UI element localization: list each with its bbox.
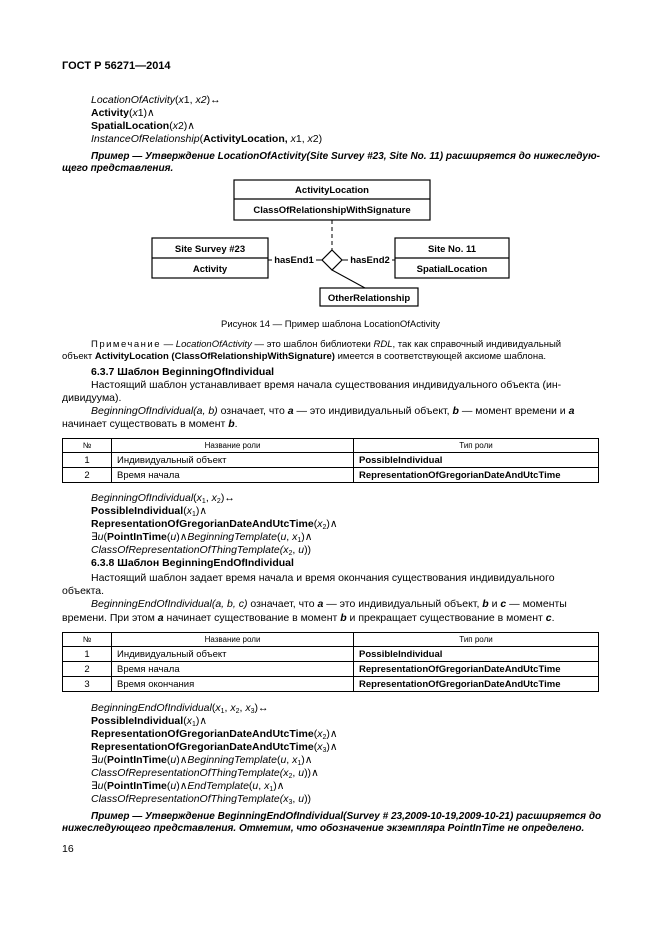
formula-line: InstanceOfRelationship(ActivityLocation, x1, x2) bbox=[91, 133, 323, 145]
table-row: 3 Время окончания RepresentationOfGregorianDateAndUtcTime bbox=[63, 677, 599, 692]
paragraph: BeginningOfIndividual(a, b) означает, что a — это индивидуальный объект, b — момент времени и a bbox=[91, 405, 575, 417]
label-site-survey: Site Survey #23 bbox=[174, 244, 246, 255]
formula-line: $ClassOfRepresentationOfThingTemplate(x_2$, u))∧ bbox=[91, 767, 319, 780]
paragraph: объекта. bbox=[62, 585, 105, 597]
formula-line: SpatialLocation(x2)∧ bbox=[91, 120, 195, 132]
paragraph: Настоящий шаблон задает время начала и время окончания существования индивидуального bbox=[91, 572, 555, 584]
note-text: объект ActivityLocation (ClassOfRelationshipWithSignature) имеется в соответствующей аксиоме шаблона. bbox=[62, 351, 546, 362]
formula-line: ∃u(PointInTime(u)∧BeginningTemplate(u, $x_1)\wedge$ bbox=[91, 531, 313, 544]
table-row: 1 Индивидуальный объект PossibleIndividual bbox=[63, 453, 599, 468]
formula-line: $BeginningEndOfIndividual(x_1$, $x_2$, $x_3)\leftrightarrow$ bbox=[91, 702, 269, 715]
section-heading: 6.3.7 Шаблон BeginningOfIndividual bbox=[91, 366, 275, 378]
table-row: 2 Время начала RepresentationOfGregorianDateAndUtcTime bbox=[63, 468, 599, 483]
formula-line: $RepresentationOfGregorianDateAndUtcTime(x_3)\wedge$ bbox=[91, 741, 338, 754]
formula-line: $RepresentationOfGregorianDateAndUtcTime(x_2)\wedge$ bbox=[91, 518, 338, 531]
instance-link bbox=[332, 270, 365, 288]
paragraph: Настоящий шаблон устанавливает время начала существования индивидуального объекта (ин- bbox=[91, 379, 562, 391]
example-text: Пример — Утверждение LocationOfActivity(Site Survey #23, Site No. 11) расширяется до нижеследую- bbox=[91, 151, 600, 162]
formula-line: $BeginningOfIndividual(x_1$, $x_2)\leftrightarrow$ bbox=[91, 492, 235, 505]
paragraph: начинает существовать в момент b. bbox=[62, 418, 238, 430]
formula-line: $ClassOfRepresentationOfThingTemplate(x_3$, u)) bbox=[91, 793, 312, 806]
example-text: щего представления. bbox=[62, 163, 174, 174]
label-activity: Activity bbox=[192, 264, 228, 275]
table-header-row: № Название роли Тип роли bbox=[63, 633, 599, 647]
roles-table bbox=[62, 632, 599, 692]
page-number: 16 bbox=[62, 843, 74, 855]
paragraph: BeginningEndOfIndividual(a, b, c) означает, что a — это индивидуальный объект, b и c — моменты bbox=[91, 598, 567, 610]
label-other-relationship: OtherRelationship bbox=[327, 293, 411, 304]
label-class-of-relationship: ClassOfRelationshipWithSignature bbox=[253, 205, 411, 216]
formula-line: $ClassOfRepresentationOfThingTemplate(x_2$, u)) bbox=[91, 544, 312, 557]
label-activity-location: ActivityLocation bbox=[295, 185, 369, 196]
example-text: нижеследующего представления. Отметим, что обозначение экземпляра PointInTime не определено. bbox=[62, 823, 585, 834]
formula-line: $RepresentationOfGregorianDateAndUtcTime(x_2)\wedge$ bbox=[91, 728, 338, 741]
label-site-no: Site No. 11 bbox=[427, 244, 477, 255]
formula-line: $PossibleIndividual(x_1)\wedge$ bbox=[91, 715, 208, 728]
formula-line: $PossibleIndividual(x_1)\wedge$ bbox=[91, 505, 208, 518]
document-header: ГОСТ Р 56271—2014 bbox=[62, 60, 171, 72]
figure-caption: Рисунок 14 — Пример шаблона LocationOfActivity bbox=[220, 319, 441, 330]
table-row: 2 Время начала RepresentationOfGregorianDateAndUtcTime bbox=[63, 662, 599, 677]
table-header-row: № Название роли Тип роли bbox=[63, 439, 599, 453]
example-text: Пример — Утверждение BeginningEndOfIndividual(Survey # 23,2009-10-19,2009-10-21) расширяется до bbox=[91, 811, 602, 822]
table-row: 1 Индивидуальный объект PossibleIndividual bbox=[63, 647, 599, 662]
paragraph: дивидуума). bbox=[62, 392, 122, 404]
relationship-diamond bbox=[322, 250, 342, 270]
label-spatial-location: SpatialLocation bbox=[416, 264, 488, 275]
formula-line: Activity(x1)∧ bbox=[91, 107, 155, 119]
formula-line: ∃u(PointInTime(u)∧EndTemplate(u, $x_1)\wedge$ bbox=[91, 780, 285, 793]
roles-table bbox=[62, 438, 599, 483]
note-text: Примечание — LocationOfActivity — это шаблон библиотеки RDL, так как справочный индивидуальный bbox=[91, 339, 562, 350]
paragraph: времени. При этом a начинает существование в момент b и прекращает существование в момент c. bbox=[62, 612, 555, 624]
label-has-end-1: hasEnd1 bbox=[274, 255, 314, 266]
section-heading: 6.3.8 Шаблон BeginningEndOfIndividual bbox=[91, 557, 294, 569]
formula-line: LocationOfActivity(x1, x2)↔ bbox=[91, 94, 221, 106]
formula-line: ∃u(PointInTime(u)∧BeginningTemplate(u, $x_1)\wedge$ bbox=[91, 754, 313, 767]
label-has-end-2: hasEnd2 bbox=[350, 255, 390, 266]
